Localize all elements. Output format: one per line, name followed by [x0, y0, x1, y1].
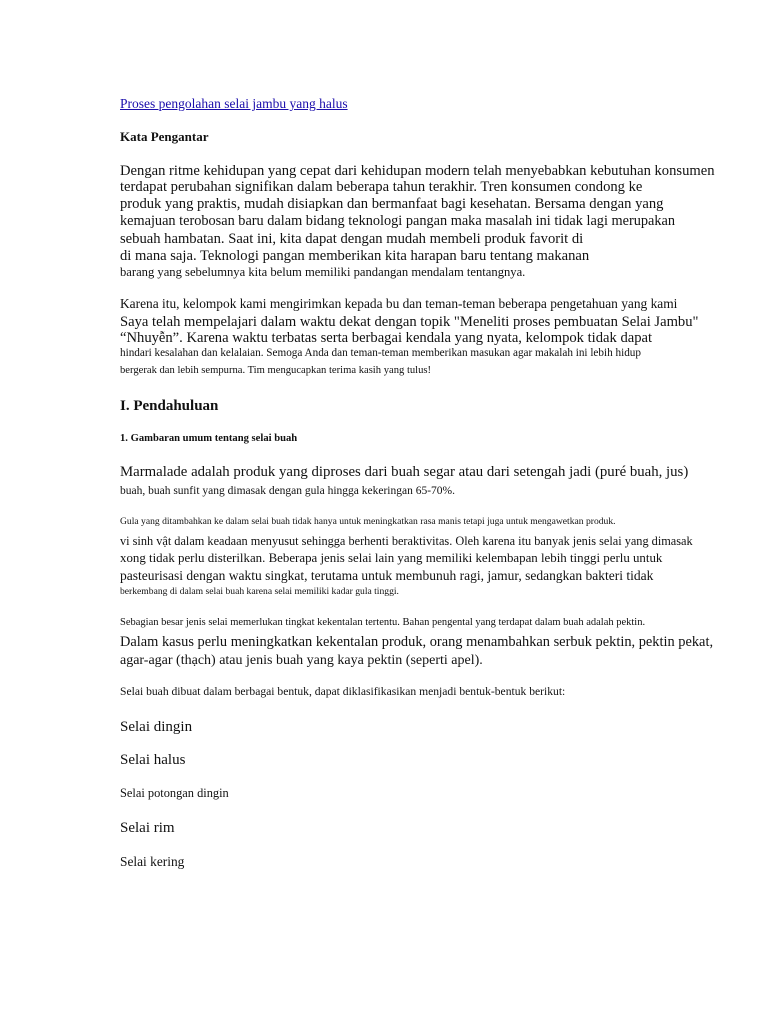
intro-p2-line: “Nhuyễn”. Karena waktu terbatas serta berbagai kendala yang nyata, kelompok tidak dapat [120, 330, 653, 346]
intro-p1-line: sebuah hambatan. Saat ini, kita dapat dengan mudah membeli produk favorit di [120, 231, 584, 247]
body-p2-line: berkembang di dalam selai buah karena selai memiliki kadar gula tinggi. [120, 586, 399, 597]
body-p2-line: Gula yang ditambahkan ke dalam selai buah tidak hanya untuk meningkatkan rasa manis tetapi juga untuk mengawetkan produk. [120, 516, 616, 527]
section-heading: I. Pendahuluan [120, 398, 219, 414]
section-subheading: 1. Gambaran umum tentang selai buah [120, 433, 298, 444]
body-p2-line: vi sinh vật dalam keadaan menyusut sehingga berhenti beraktivitas. Oleh karena itu banyak jenis selai yang dimasak [120, 534, 693, 548]
body-p2-line: pasteurisasi dengan waktu singkat, terutama untuk membunuh ragi, jamur, sedangkan bakteri tidak [120, 568, 654, 583]
body-p3-line: agar-agar (thạch) atau jenis buah yang kaya pektin (seperti apel). [120, 653, 483, 668]
body-p2-line: xong tidak perlu disterilkan. Beberapa jenis selai lain yang memiliki kelembapan lebih tinggi perlu untuk [120, 551, 663, 565]
jam-type-item: Selai kering [120, 854, 185, 869]
body-p1-line: Marmalade adalah produk yang diproses dari buah segar atau dari setengah jadi (puré buah, jus) [120, 464, 689, 480]
intro-p1-line: kemajuan terobosan baru dalam bidang teknologi pangan maka masalah ini tidak lagi merupakan [120, 213, 676, 229]
intro-p2-line: bergerak dan lebih sempurna. Tim mengucapkan terima kasih yang tulus! [120, 365, 432, 376]
intro-p1-line: produk yang praktis, mudah disiapkan dan bermanfaat bagi kesehatan. Bersama dengan yang [120, 196, 664, 212]
intro-p1-line: di mana saja. Teknologi pangan memberikan kita harapan baru tentang makanan [120, 248, 590, 264]
intro-p2-line: Karena itu, kelompok kami mengirimkan kepada bu dan teman-teman beberapa pengetahuan yang kami [120, 296, 678, 311]
intro-p1-line: terdapat perubahan signifikan dalam beberapa tahun terakhir. Tren konsumen condong ke [120, 179, 643, 195]
body-p3-line: Sebagian besar jenis selai memerlukan tingkat kekentalan tertentu. Bahan pengental yang terdapat dalam buah adalah pektin. [120, 617, 646, 628]
classification-intro: Selai buah dibuat dalam berbagai bentuk, dapat diklasifikasikan menjadi bentuk-bentuk berikut: [120, 685, 566, 698]
body-p3-line: Dalam kasus perlu meningkatkan kekentalan produk, orang menambahkan serbuk pektin, pektin pekat, [120, 634, 714, 650]
jam-type-item: Selai rim [120, 820, 175, 836]
intro-p2-line: Saya telah mempelajari dalam waktu dekat dengan topik "Meneliti proses pembuatan Selai Jambu" [120, 314, 699, 330]
kata-pengantar-heading: Kata Pengantar [120, 129, 209, 144]
title-link[interactable]: Proses pengolahan selai jambu yang halus [120, 96, 348, 111]
intro-p2-line: hindari kesalahan dan kelalaian. Semoga Anda dan teman-teman memberikan masukan agar makalah ini lebih hidup [120, 347, 641, 359]
intro-p1-line: barang yang sebelumnya kita belum memiliki pandangan mendalam tentangnya. [120, 265, 526, 279]
body-p1-line: buah, buah sunfit yang dimasak dengan gula hingga kekeringan 65-70%. [120, 485, 456, 497]
jam-type-item: Selai dingin [120, 719, 193, 735]
jam-type-item: Selai potongan dingin [120, 786, 229, 800]
intro-p1-line: Dengan ritme kehidupan yang cepat dari kehidupan modern telah menyebabkan kebutuhan konsumen [120, 163, 715, 179]
jam-type-item: Selai halus [120, 752, 186, 768]
